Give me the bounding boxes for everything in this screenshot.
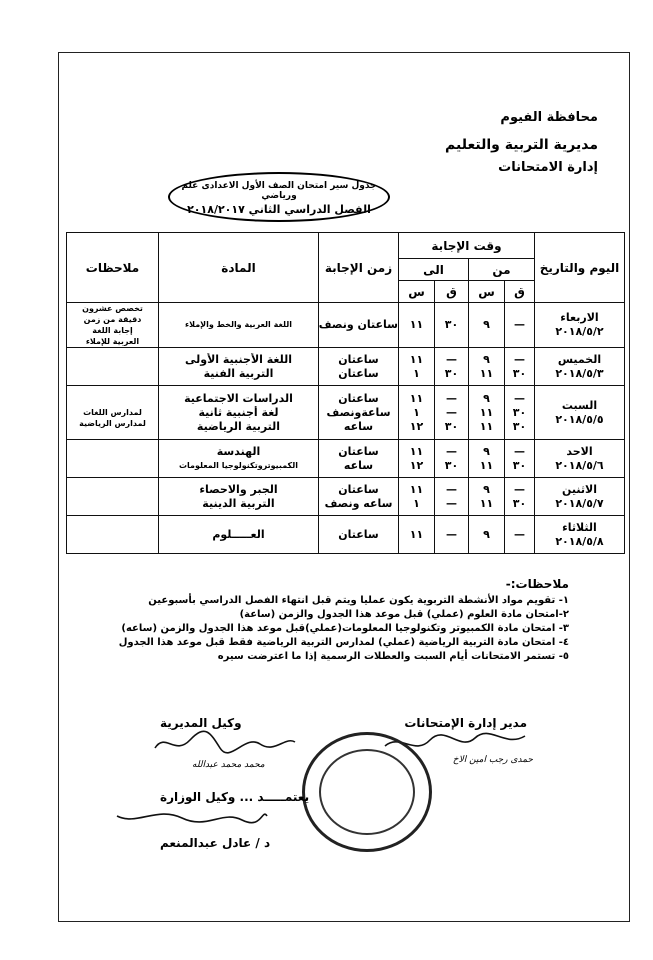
to-minutes-cell — [435, 348, 469, 386]
from-hours-cell — [469, 478, 505, 516]
to-hours: ١١ — [409, 391, 424, 405]
subject-name: اللغة العربية والخط والإملاء — [185, 320, 292, 329]
to-hours: ١ — [413, 405, 420, 419]
to-minutes: — — [446, 482, 457, 496]
notes-cell — [67, 516, 159, 554]
exam-director-title: مدير إدارة الإمتحانات — [404, 716, 527, 730]
from-minutes: — — [514, 444, 525, 458]
subject-name: الكمبيوتروتكنولوجيا المعلومات — [179, 460, 298, 470]
exam-date: ٢٠١٨/٥/٢ — [555, 325, 604, 338]
subject-name: التربية الدينية — [202, 496, 275, 510]
duration-cell — [319, 478, 399, 516]
subject-name: اللغة الأجنبية الأولى — [184, 352, 293, 366]
to-hours: ١٢ — [409, 419, 424, 433]
from-minutes: — — [514, 352, 525, 366]
duration-value: ساعتان — [338, 391, 379, 405]
from-minutes: ٣٠ — [512, 496, 527, 510]
subject-cell — [159, 516, 319, 554]
day-date-cell — [535, 516, 625, 554]
notes-list — [49, 594, 569, 664]
duration-value: ساعتان — [338, 352, 379, 366]
to-hours: ١ — [413, 496, 420, 510]
undersecretary-signature — [112, 796, 272, 836]
table-row — [67, 348, 625, 386]
note-line: لمدارس الرياضية — [79, 419, 146, 428]
note-item: ٣- امتحان مادة الكمبيوتر وتكنولوجيا المعلومات(عملي)قبل موعد هذا الجدول والزمن (ساعه) — [121, 623, 569, 634]
notes-cell — [67, 348, 159, 386]
from-minutes: — — [514, 318, 525, 331]
from-minutes-cell — [505, 440, 535, 478]
to-minutes: ٣٠ — [444, 458, 459, 472]
to-hours: ١٢ — [409, 458, 424, 472]
deputy-directorate-name: محمد محمد عبدالله — [192, 760, 265, 770]
subject-cell — [159, 303, 319, 348]
duration-value: ساعةونصف — [326, 405, 391, 419]
to-hours: ١ — [413, 366, 420, 380]
note-line: العربية للإملاء — [85, 337, 140, 346]
notes-title: ملاحظات:- — [505, 577, 569, 591]
to-hours: ١١ — [409, 444, 424, 458]
header-duration: زمن الإجابة — [319, 233, 399, 303]
subject-name: الجبر والاحصاء — [199, 482, 278, 496]
from-minutes-cell — [505, 348, 535, 386]
exam-date: ٢٠١٨/٥/٥ — [555, 412, 604, 426]
subject-name: الهندسة — [216, 444, 261, 458]
subject-name: التربية الرياضية — [196, 419, 281, 433]
to-minutes: ٣٠ — [444, 419, 459, 433]
from-hours: ٩ — [483, 482, 490, 496]
note-line: إجابة اللغة — [92, 326, 133, 335]
day-date-cell — [535, 348, 625, 386]
header-subject: المادة — [159, 233, 319, 303]
note-item: ٥- تستمر الامتحانات أيام السبت والعطلات الرسمية إذا ما اعترضت سيره — [217, 651, 569, 662]
to-minutes: ٣٠ — [444, 366, 459, 380]
to-minutes-cell — [435, 478, 469, 516]
to-hours-cell — [399, 478, 435, 516]
directorate-heading: مديرية التربية والتعليم — [445, 137, 598, 153]
duration-cell — [319, 516, 399, 554]
table-row — [67, 440, 625, 478]
note-line: دقيقة من زمن — [83, 315, 142, 324]
duration-value: ساعتان — [338, 527, 379, 541]
from-hours: ٩ — [483, 444, 490, 458]
official-stamp — [302, 732, 432, 852]
from-minutes-cell — [505, 386, 535, 440]
from-hours-cell — [469, 516, 505, 554]
header-to-q: ق — [435, 281, 469, 303]
exams-department-heading: إدارة الامتحانات — [498, 160, 598, 175]
subject-cell — [159, 478, 319, 516]
schedule-title-banner — [168, 172, 390, 222]
table-row — [67, 516, 625, 554]
duration-cell — [319, 440, 399, 478]
from-hours-cell — [469, 386, 505, 440]
to-hours: ١١ — [409, 482, 424, 496]
from-hours: ٩ — [483, 352, 490, 366]
from-hours-cell — [469, 303, 505, 348]
from-hours: ٩ — [483, 527, 490, 541]
day-name: الاربعاء — [560, 311, 599, 324]
header-from-q: ق — [505, 281, 535, 303]
duration-value: ساعه — [343, 419, 374, 433]
from-hours: ١١ — [479, 458, 494, 472]
from-minutes-cell — [505, 303, 535, 348]
exam-date: ٢٠١٨/٥/٧ — [555, 496, 604, 510]
subject-cell — [159, 386, 319, 440]
subject-name: التربية الفنية — [203, 366, 274, 380]
day-date-cell — [535, 386, 625, 440]
subject-cell — [159, 440, 319, 478]
day-name: الاثنين — [562, 482, 597, 496]
header-day-date: اليوم والتاريخ — [535, 233, 625, 303]
to-hours: ١١ — [409, 318, 424, 331]
header-to-s: س — [399, 281, 435, 303]
note-item: ١- تقويم مواد الأنشطة التربوية يكون عمليا ويتم قبل انتهاء الفصل الدراسي بأسبوعين — [148, 595, 569, 606]
header-answer-time: وقت الإجابة — [399, 233, 535, 259]
subject-cell — [159, 348, 319, 386]
to-minutes: — — [446, 391, 457, 405]
exam-schedule-table — [66, 232, 625, 554]
approval-line: يعتمـــــد ... وكيل الوزارة — [160, 790, 310, 804]
from-minutes: ٣٠ — [512, 419, 527, 433]
to-minutes-cell — [435, 303, 469, 348]
day-name: الاحد — [566, 444, 593, 458]
header-to: الى — [399, 259, 469, 281]
table-row — [67, 478, 625, 516]
to-minutes: — — [446, 527, 457, 541]
duration-value: ساعتان — [338, 482, 379, 496]
from-hours-cell — [469, 440, 505, 478]
subject-name: العـــــلوم — [212, 527, 265, 541]
notes-cell — [67, 386, 159, 440]
notes-cell — [67, 303, 159, 348]
to-minutes-cell — [435, 386, 469, 440]
note-line: تخصص عشرون — [82, 304, 143, 313]
from-hours: ١١ — [479, 366, 494, 380]
day-date-cell — [535, 440, 625, 478]
note-item: ٤- امتحان مادة التربية الرياضية (عملي) لمدارس التربية الرياضية فقط قبل موعد هذا الجدول — [118, 637, 569, 648]
from-hours: ٩ — [483, 391, 490, 405]
duration-value: ساعه — [343, 458, 374, 472]
to-hours-cell — [399, 303, 435, 348]
from-hours-cell — [469, 348, 505, 386]
from-hours: ١١ — [479, 405, 494, 419]
to-minutes: — — [446, 496, 457, 510]
to-hours-cell — [399, 386, 435, 440]
day-name: السبت — [561, 398, 598, 412]
from-minutes: — — [514, 527, 525, 541]
from-minutes: ٣٠ — [512, 458, 527, 472]
duration-value: ساعتان — [338, 444, 379, 458]
from-hours: ١١ — [479, 419, 494, 433]
to-minutes-cell — [435, 440, 469, 478]
header-from-s: س — [469, 281, 505, 303]
day-date-cell — [535, 303, 625, 348]
to-minutes: — — [446, 444, 457, 458]
schedule-title: جدول سير امتحان الصف الأول الاعدادى علم ورياضي — [181, 181, 377, 201]
exam-date: ٢٠١٨/٥/٨ — [555, 534, 604, 548]
day-name: الخميس — [557, 352, 602, 366]
undersecretary-name: د / عادل عبدالمنعم — [160, 836, 271, 850]
day-name: الثلاثاء — [562, 520, 597, 534]
to-minutes: ٣٠ — [444, 318, 459, 331]
to-hours-cell — [399, 516, 435, 554]
duration-cell — [319, 303, 399, 348]
from-minutes-cell — [505, 478, 535, 516]
exam-date: ٢٠١٨/٥/٦ — [555, 458, 604, 472]
note-line: لمدارس اللغات — [83, 408, 142, 417]
subject-name: الدراسات الاجتماعية — [184, 391, 293, 405]
to-hours: ١١ — [409, 352, 424, 366]
from-minutes: ٣٠ — [512, 405, 527, 419]
from-hours: ٩ — [483, 318, 490, 331]
from-minutes: — — [514, 391, 525, 405]
duration-value: ساعتان — [338, 366, 379, 380]
note-item: ٢-امتحان مادة العلوم (عملي) قبل موعد هذا الجدول والزمن (ساعة) — [239, 609, 569, 620]
notes-cell — [67, 440, 159, 478]
governorate-heading: محافظة الفيوم — [500, 110, 598, 125]
table-row — [67, 386, 625, 440]
from-minutes: — — [514, 482, 525, 496]
duration-value: ساعتان ونصف — [319, 318, 398, 331]
to-hours-cell — [399, 440, 435, 478]
exam-director-name: حمدى رجب امين الاخ — [452, 755, 533, 765]
to-hours: ١١ — [409, 527, 424, 541]
duration-value: ساعه ونصف — [324, 496, 393, 510]
from-hours: ١١ — [479, 496, 494, 510]
table-row — [67, 303, 625, 348]
to-minutes-cell — [435, 516, 469, 554]
header-notes: ملاحظات — [67, 233, 159, 303]
to-minutes: — — [446, 352, 457, 366]
from-minutes: ٣٠ — [512, 366, 527, 380]
semester-title: الفصل الدراسي الثاني ٢٠١٨/٢٠١٧ — [187, 203, 371, 216]
deputy-directorate-title: وكيل المديرية — [160, 716, 242, 730]
from-minutes-cell — [505, 516, 535, 554]
exam-date: ٢٠١٨/٥/٣ — [555, 366, 604, 380]
duration-cell — [319, 348, 399, 386]
to-hours-cell — [399, 348, 435, 386]
notes-cell — [67, 478, 159, 516]
deputy-directorate-signature — [150, 726, 300, 762]
to-minutes: — — [446, 405, 457, 419]
note-line — [67, 396, 158, 407]
header-from: من — [469, 259, 535, 281]
subject-name: لغة أجنبية ثانية — [198, 405, 279, 419]
day-date-cell — [535, 478, 625, 516]
duration-cell — [319, 386, 399, 440]
